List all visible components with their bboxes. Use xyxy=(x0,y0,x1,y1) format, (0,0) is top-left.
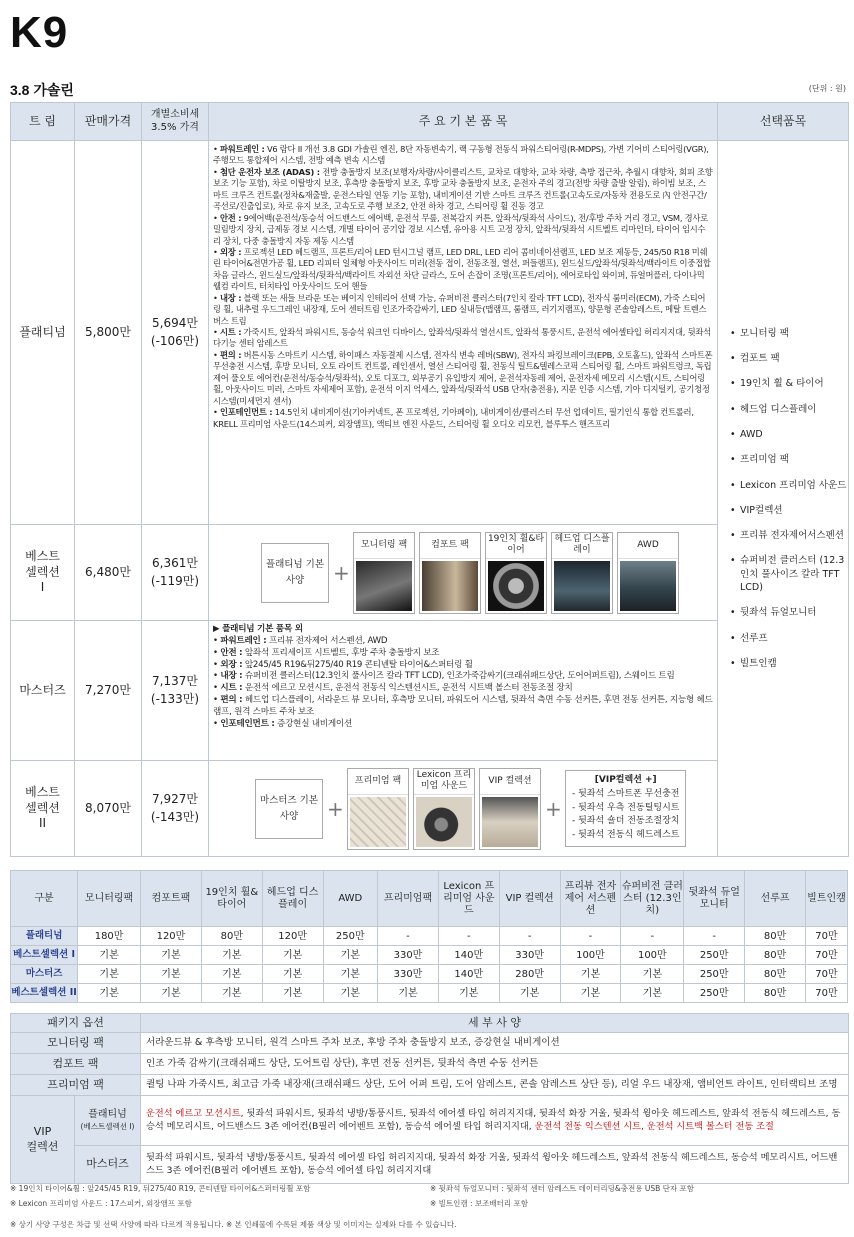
option-item: • 빌트인캠 xyxy=(730,657,848,670)
price-cell: 기본 xyxy=(201,984,262,1003)
price-header-4: 헤드업 디스플레이 xyxy=(262,871,323,927)
price-header-2: 컴포트팩 xyxy=(141,871,202,927)
price-header-3: 19인치 휠&타이어 xyxy=(201,871,262,927)
pkg-premium-desc: 퀼팅 나파 가죽시트, 최고급 가죽 내장재(크래쉬패드 상단, 도어 어퍼 트림, 도어 암레스트, 콘솔 암레스트 상단 등), 리얼 우드 내장재, 앰비언트 라이트, 인터랙티브 조명 xyxy=(141,1075,849,1096)
price-row-label: 마스터즈 xyxy=(11,965,78,984)
best1-base-box: 플래티넘 기본사양 xyxy=(261,543,329,603)
taxprice-masters: 7,137만 (-133만) xyxy=(142,621,209,761)
header-tax-price: 개별소비세 3.5% 가격 xyxy=(142,103,209,141)
pkg-vip-masters-desc: 뒷좌석 파워시트, 뒷좌석 냉방/통풍시트, 뒷좌석 에어셀 타입 허리지지대, 뒷좌석 화장 거울, 뒷좌석 윙아웃 헤드레스트, 앞좌석 전동식 헤드레스트, 동승석 메모리시트, 어드밴스드 3존 에어컨(B필러 에어벤트 포함), 동승석 에어셀 타입 허리지지대 xyxy=(141,1146,849,1184)
price-cell: - xyxy=(499,927,560,946)
price-row xyxy=(11,946,848,965)
platinum-feature-7: • 인포테인먼트 : 14.5인치 내비게이션(기아커넥트, 폰 프로젝션, 기아페이), 내비게이션/클러스터 무선 업데이트, 필기인식 통합 컨트롤러, KRELL 프리미엄 사운드(14스피커, 외장앰프), 액티브 엔진 사운드, 스티어링 휠 오디오 리모컨, 블루투스 핸즈프리 xyxy=(213,407,694,429)
price-cell: 기본 xyxy=(262,946,323,965)
price-cell: 기본 xyxy=(201,946,262,965)
best1-package xyxy=(209,525,718,621)
price-cell: 70만 xyxy=(805,965,847,984)
price-cell: 330만 xyxy=(378,946,439,965)
masters-feature-4: • 시트 : 운전석 에르고 모션시트, 운전석 전동식 익스텐션시트, 운전석 시트백 볼스터 전동조절 장치 xyxy=(213,683,573,694)
trim-table xyxy=(10,102,849,857)
price-cell: 기본 xyxy=(141,984,202,1003)
brand-title: K9 xyxy=(10,8,69,57)
best1-item-comfort: 컴포트 팩 xyxy=(419,532,481,614)
plus-icon: + xyxy=(545,796,562,821)
masters-feature-5: • 편의 : 헤드업 디스플레이, 서라운드 뷰 모니터, 후측방 모니터, 파워도어 시스템, 뒷좌석 측면 수동 선커튼, 후면 전동 선커튼, 지능형 헤드램프, 원격 스마트 주차 보조 xyxy=(213,695,713,718)
masters-feature-2: • 외장 : 앞245/45 R19&뒤275/40 R19 콘티넨탈 타이어&스퍼터링 휠 xyxy=(213,659,473,670)
note-lexicon: ※ Lexicon 프리미엄 사운드 : 17스피커, 외장앰프 포함 xyxy=(10,1199,192,1208)
price-cell: 140만 xyxy=(438,946,499,965)
price-cell: 기본 xyxy=(560,984,621,1003)
masters-feature-0: • 파워트레인 : 프리뷰 전자제어 서스펜션, AWD xyxy=(213,635,388,646)
price-cell: 기본 xyxy=(141,946,202,965)
price-cell: 80만 xyxy=(745,946,806,965)
price-cell: 기본 xyxy=(499,984,560,1003)
price-header-6: 프리미엄팩 xyxy=(378,871,439,927)
option-item: • Lexicon 프리미엄 사운드 xyxy=(730,479,848,492)
platinum-features xyxy=(209,141,718,525)
price-row-label: 베스트셀렉션 I xyxy=(11,946,78,965)
price-cell: 70만 xyxy=(805,927,847,946)
price-header-12: 선루프 xyxy=(745,871,806,927)
price-row xyxy=(11,927,848,946)
header-options: 선택품목 xyxy=(718,103,849,141)
price-cell: 100만 xyxy=(621,946,684,965)
price-cell: 250만 xyxy=(323,927,378,946)
vip-plus-box: [VIP컬렉션 +] - 뒷좌석 스마트폰 무선충전 - 뒷좌석 우측 전동틸팅시트 - 뒷좌석 숄더 전동조절장치 - 뒷좌석 전동식 헤드레스트 xyxy=(565,770,686,848)
price-best-selection-1: 6,480만 xyxy=(75,525,142,621)
pkg-monitoring-name: 모니터링 팩 xyxy=(11,1033,141,1054)
best2-package xyxy=(209,761,718,857)
masters-intro: ▶ 플래티넘 기본 품목 외 xyxy=(213,624,303,634)
pkg-vip-platinum-name: 플래티넘 (베스트셀렉션 I) xyxy=(75,1096,141,1146)
price-cell: 기본 xyxy=(78,984,141,1003)
best1-item-monitoring: 모니터링 팩 xyxy=(353,532,415,614)
best2-item-vip: VIP 컬렉션 xyxy=(479,768,541,850)
price-cell: 기본 xyxy=(78,946,141,965)
platinum-feature-2: • 안전 : 9에어백(운전석/동승석 어드밴스드 에어백, 운전석 무릎, 전복감지 커튼, 앞좌석/뒷좌석 사이드), 전/후방 주차 거리 경고, VSM, 경사로 밀림방지 장치, 급제동 경보 시스템, 개별 타이어 공기압 경보 시스템, 유아용 시트 고정 장치, 앞좌석/뒷좌석 시트벨트 리마인더, 타이어 임시수리 장치, 다중 충돌방지 자동 제동 시스템 xyxy=(213,212,708,246)
price-cell: - xyxy=(560,927,621,946)
price-row xyxy=(11,984,848,1003)
best2-base-box: 마스터즈 기본사양 xyxy=(255,779,323,839)
price-cell: - xyxy=(684,927,745,946)
price-cell: 80만 xyxy=(201,927,262,946)
platinum-feature-0: • 파워트레인 : V6 람다 II 개선 3.8 GDI 가솔린 엔진, 8단 자동변속기, 랙 구동형 전동식 파워스티어링(R-MDPS), 가변 기어비 스티어링(VGR), 주행모드 통합제어 시스템, 전방 예측 변속 시스템 xyxy=(213,144,709,166)
best1-item-hud: 헤드업 디스플레이 xyxy=(551,532,613,614)
price-cell: 180만 xyxy=(78,927,141,946)
price-masters: 7,270만 xyxy=(75,621,142,761)
price-cell: 기본 xyxy=(560,965,621,984)
platinum-feature-5: • 시트 : 가죽시트, 앞좌석 파워시트, 동승석 워크인 디바이스, 앞좌석/뒷좌석 열선시트, 앞좌석 통풍시트, 운전석 에어셀타입 허리지지대, 뒷좌석 다기능 센터 암레스트 xyxy=(213,327,711,349)
price-header-5: AWD xyxy=(323,871,378,927)
price-cell: - xyxy=(378,927,439,946)
price-cell: 80만 xyxy=(745,965,806,984)
option-item: • 헤드업 디스플레이 xyxy=(730,403,848,416)
price-cell: 기본 xyxy=(323,946,378,965)
price-best-selection-2: 8,070만 xyxy=(75,761,142,857)
pkg-vip-masters-name: 마스터즈 xyxy=(75,1146,141,1184)
price-cell: 기본 xyxy=(141,965,202,984)
section-title: 3.8 가솔린 xyxy=(10,82,74,98)
option-item: • 프리뷰 전자제어서스펜션 xyxy=(730,529,848,542)
price-header-13: 빌트인캠 xyxy=(805,871,847,927)
price-row-label: 플래티넘 xyxy=(11,927,78,946)
price-header-11: 뒷좌석 듀얼모니터 xyxy=(684,871,745,927)
price-cell: 330만 xyxy=(499,946,560,965)
note-wheel: ※ 19인치 타이어&휠 : 앞245/45 R19, 뒤275/40 R19, 콘티넨탈 타이어&스퍼터링휠 포함 xyxy=(10,1184,311,1193)
price-header-8: VIP 컬렉션 xyxy=(499,871,560,927)
option-list xyxy=(718,141,849,857)
masters-feature-3: • 내장 : 슈퍼비전 클러스터(12.3인치 풀사이즈 칼라 TFT LCD), 인조가죽감싸기(크래쉬패드상단, 도어어퍼트림), 스웨이드 트림 xyxy=(213,671,675,682)
price-cell: 280만 xyxy=(499,965,560,984)
note-dual-monitor: ※ 뒷좌석 듀얼모니터 : 뒷좌석 센터 암레스트 데이터리딩&충전용 USB 단자 포함 xyxy=(430,1184,694,1193)
taxprice-best-selection-1: 6,361만 (-119만) xyxy=(142,525,209,621)
price-cell: - xyxy=(438,927,499,946)
price-row-label: 베스트셀렉션 II xyxy=(11,984,78,1003)
platinum-feature-6: • 편의 : 버튼시동 스마트키 시스템, 하이패스 자동결제 시스템, 전자식 변속 레버(SBW), 전자식 파킹브레이크(EPB, 오토홀드), 앞좌석 스마트폰 무선충전 시스템, 후방 모니터, 오토 라이트 컨트롤, 레인센서, 열선 스티어링 휠, 전동식 틸트&텔레스코픽 스티어링 휠, 스마트 파워트렁크, 독립제어 풀오토 에어컨(운전석/동승석/뒷좌석), 오토 디포그, 외부공기 유입방지 제어, 운전석자동레 제어, 운전자세 메모리 시스템(시트, 스티어링 휠, 아웃사이드 미러, 스마트 자세제어 포함), 운전석 이지 억세스, 앞좌석/뒷좌석 USB 단자(충전용), 지문 인증 시스템, 기아 디지털키, 공기청정 시스템(미세먼지 센서) xyxy=(213,349,713,406)
masters-feature-6: • 인포테인먼트 : 증강현실 내비게이션 xyxy=(213,718,352,729)
price-header-7: Lexicon 프리미엄 사운드 xyxy=(438,871,499,927)
header-trim: 트 림 xyxy=(11,103,75,141)
platinum-feature-3: • 외장 : 프로젝션 LED 헤드램프, 프론트/리어 LED 턴시그널 램프, LED DRL, LED 리어 콤비네이션램프, LED 보조 제동등, 245/50 R18 미쉐린 타이어&전면가공 휠, LED 리피터 일체형 아웃사이드 미러(전동 접이, 전동조절, 열선, 퍼들램프), 윈드실드/앞좌석/뒷좌석/백라이트 이중접합 차음 글라스, 윈드실드/앞좌석/뒷좌석/백라이트 자외선 차단 글라스, 도어 손잡이 조명(프론트/리어), 에어로타입 와이퍼, 듀얼머플러, 다이나믹 웰컴 라이트, 터치타입 아웃사이드 도어 핸들 xyxy=(213,246,711,292)
header-features: 주 요 기 본 품 목 xyxy=(209,103,718,141)
note-disclaimer: ※ 상기 사양 구성은 차급 및 선택 사양에 따라 다르게 적용됩니다. ※ 본 인쇄물에 수록된 제품 색상 및 이미지는 실제와 다를 수 있습니다. xyxy=(10,1220,457,1229)
option-item: • 모니터링 팩 xyxy=(730,327,848,340)
pkg-vip-platinum-desc: 운전석 에르고 모션시트, 뒷좌석 파워시트, 뒷좌석 냉방/통풍시트, 뒷좌석 에어셀 타입 허리지지대, 뒷좌석 화장 거울, 뒷좌석 윙아웃 헤드레스트, 앞좌석 전동식 헤드레스트, 동승석 메모리시트, 어드밴스드 3존 에어컨(B필러 에어벤트 포함), 동승석 에어셀 타입 허리지지대, 운전석 전동 익스텐션 시트, 운전석 시트백 볼스터 전동 조절 xyxy=(141,1096,849,1146)
option-item: • 프리미엄 팩 xyxy=(730,453,848,466)
price-cell: 100만 xyxy=(560,946,621,965)
price-cell: 140만 xyxy=(438,965,499,984)
pkg-comfort-name: 컴포트 팩 xyxy=(11,1054,141,1075)
price-cell: 기본 xyxy=(323,984,378,1003)
price-header-9: 프리뷰 전자제어 서스펜션 xyxy=(560,871,621,927)
trim-best-selection-1: 베스트 셀렉션 I xyxy=(11,525,75,621)
price-cell: 기본 xyxy=(262,984,323,1003)
option-item: • VIP컬렉션 xyxy=(730,504,848,517)
option-price-table xyxy=(10,870,848,1003)
unit-label: (단위 : 원) xyxy=(808,84,846,93)
price-header-0: 구분 xyxy=(11,871,78,927)
price-cell: 80만 xyxy=(745,927,806,946)
taxprice-best-selection-2: 7,927만 (-143만) xyxy=(142,761,209,857)
plus-icon: + xyxy=(333,560,350,585)
best1-item-wheel: 19인치 휠&타이어 xyxy=(485,532,547,614)
option-item: • 뒷좌석 듀얼모니터 xyxy=(730,606,848,619)
option-item: • 컴포트 팩 xyxy=(730,352,848,365)
price-cell: 120만 xyxy=(141,927,202,946)
plus-icon: + xyxy=(327,796,344,821)
trim-best-selection-2: 베스트 셀렉션 II xyxy=(11,761,75,857)
trim-platinum: 플래티넘 xyxy=(11,141,75,525)
price-cell: 기본 xyxy=(378,984,439,1003)
pkg-monitoring-desc: 서라운드뷰 & 후측방 모니터, 원격 스마트 주차 보조, 후방 주차 충돌방지 보조, 증강현실 내비게이션 xyxy=(141,1033,849,1054)
package-detail-table xyxy=(10,1013,849,1184)
price-header-1: 모니터링팩 xyxy=(78,871,141,927)
pkg-comfort-desc: 인조 가죽 감싸기(크래쉬패드 상단, 도어트림 상단), 후면 전동 선커튼, 뒷좌석 측면 수동 선커튼 xyxy=(141,1054,849,1075)
masters-features xyxy=(209,621,718,761)
option-item: • 슈퍼비전 클러스터 (12.3인치 풀사이즈 칼라 TFT LCD) xyxy=(730,554,848,594)
price-cell: 120만 xyxy=(262,927,323,946)
price-cell: 기본 xyxy=(438,984,499,1003)
best2-item-premium: 프리미엄 팩 xyxy=(347,768,409,850)
best1-item-awd: AWD xyxy=(617,532,679,614)
price-cell: 기본 xyxy=(621,965,684,984)
price-cell: 기본 xyxy=(78,965,141,984)
price-cell: 80만 xyxy=(745,984,806,1003)
price-cell: 기본 xyxy=(201,965,262,984)
pkg-header-detail: 세 부 사 양 xyxy=(141,1014,849,1033)
price-header-10: 슈퍼비전 클러스터 (12.3인치) xyxy=(621,871,684,927)
note-builtin-cam: ※ 빌트인캠 : 보조배터리 포함 xyxy=(430,1199,529,1208)
price-cell: 330만 xyxy=(378,965,439,984)
option-item: • 19인치 휠 & 타이어 xyxy=(730,377,848,390)
pkg-header-option: 패키지 옵션 xyxy=(11,1014,141,1033)
price-cell: 70만 xyxy=(805,984,847,1003)
pkg-vip-label: VIP 컬렉션 xyxy=(11,1096,75,1184)
price-cell: 250만 xyxy=(684,965,745,984)
best2-item-lexicon: Lexicon 프리미엄 사운드 xyxy=(413,768,475,850)
trim-masters: 마스터즈 xyxy=(11,621,75,761)
price-platinum: 5,800만 xyxy=(75,141,142,525)
option-item: • AWD xyxy=(730,428,848,441)
masters-feature-1: • 안전 : 앞좌석 프리세이프 시트벨트, 후방 주차 충돌방지 보조 xyxy=(213,647,440,658)
option-item: • 선루프 xyxy=(730,632,848,645)
price-cell: 기본 xyxy=(621,984,684,1003)
platinum-feature-4: • 내장 : 블랙 또는 새들 브라운 또는 베이지 인테리어 선택 가능, 슈퍼비전 클러스터(7인치 칼라 TFT LCD), 전자식 룸미러(ECM), 가죽 스티어링 휠, 내추럴 우드그레인 내장재, 도어 센터트림 인조가죽감싸기, LED 실내등(맵램프, 룸램프, 러기지램프), 양문형 콘솔암레스트, 메탈 트렌스버스 트림 xyxy=(213,292,707,326)
price-cell: 250만 xyxy=(684,946,745,965)
price-cell: - xyxy=(621,927,684,946)
price-row xyxy=(11,965,848,984)
price-cell: 기본 xyxy=(323,965,378,984)
platinum-feature-1: • 첨단 운전자 보조 (ADAS) : 전방 충돌방지 보조(보행자/차량/사이클리스트, 교차로 대향차, 교차 차량, 측방 접근차, 추월시 대향차, 회피 조향 보조 기능 포함), 차로 이탈방지 보조, 후측방 충돌방지 보조, 후방 교차 충돌방지 보조, 운전자 주의 경고(전방 차량 출발 알림), 하이빔 보조, 스마트 크루즈 컨트롤(정차&재출발, 운전스타일 연동 기능 포함), 내비게이션 기반 스마트 크루즈 컨트롤(고속도로/자동차 전용도로 內 안전구간/곡선로/진출입로), 차로 유지 보조, 고속도로 주행 보조2, 안전 하차 경고, 스티어링 휠 진동 경고 xyxy=(213,166,713,212)
header-price: 판매가격 xyxy=(75,103,142,141)
pkg-premium-name: 프리미엄 팩 xyxy=(11,1075,141,1096)
taxprice-platinum: 5,694만 (-106만) xyxy=(142,141,209,525)
price-cell: 70만 xyxy=(805,946,847,965)
price-cell: 250만 xyxy=(684,984,745,1003)
price-cell: 기본 xyxy=(262,965,323,984)
